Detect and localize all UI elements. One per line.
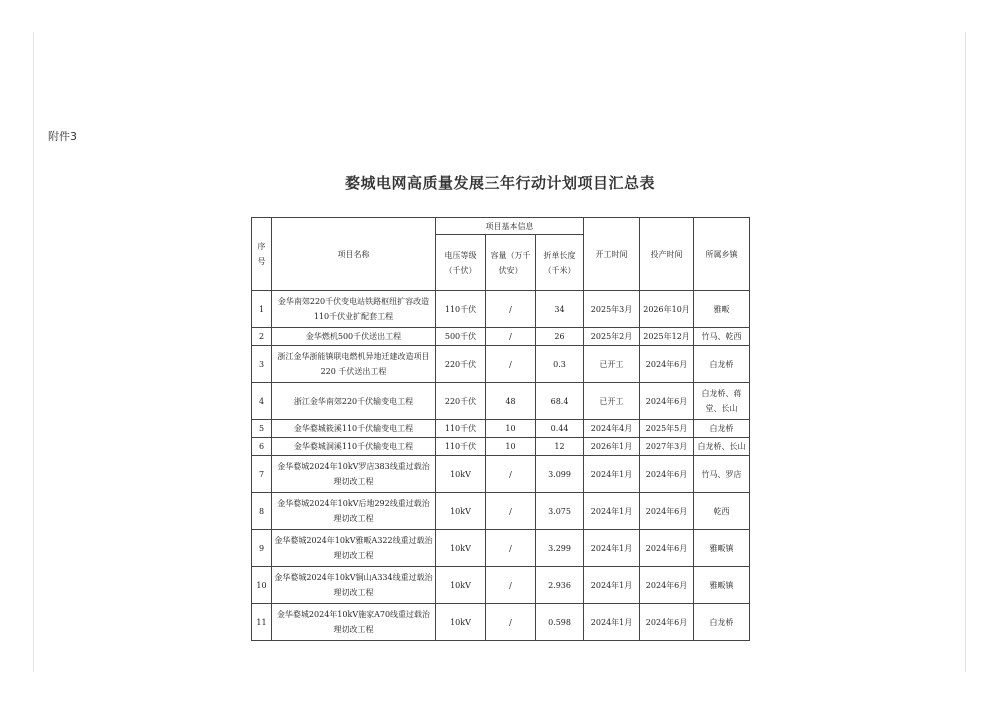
- voltage-level: 110千伏: [436, 438, 486, 456]
- town-name: 竹马、乾西: [694, 328, 750, 346]
- project-name: 金华婺城2024年10kV雅畈A322线重过载治理切改工程: [272, 530, 436, 567]
- length-value: 3.075: [536, 493, 584, 530]
- start-date: 2025年3月: [584, 291, 640, 328]
- operation-date: 2025年5月: [640, 420, 694, 438]
- row-index: 2: [252, 328, 272, 346]
- length-value: 3.299: [536, 530, 584, 567]
- voltage-level: 110千伏: [436, 291, 486, 328]
- project-name: 金华婺城2024年10kV后地292线重过载治理切改工程: [272, 493, 436, 530]
- header-voltage: 电压等级（千伏）: [436, 235, 486, 291]
- table-row: [252, 328, 750, 346]
- row-index: 6: [252, 438, 272, 456]
- voltage-level: 10kV: [436, 456, 486, 493]
- table-row: [252, 567, 750, 604]
- start-date: 2025年2月: [584, 328, 640, 346]
- town-name: 白龙桥: [694, 604, 750, 641]
- capacity-value: 10: [486, 438, 536, 456]
- header-index: 序号: [252, 218, 272, 291]
- voltage-level: 10kV: [436, 567, 486, 604]
- row-index: 11: [252, 604, 272, 641]
- project-name: 金华婺城2024年10kV铜山A334线重过载治理切改工程: [272, 567, 436, 604]
- header-group: 项目基本信息: [436, 218, 584, 235]
- operation-date: 2025年12月: [640, 328, 694, 346]
- length-value: 12: [536, 438, 584, 456]
- table-row: [252, 493, 750, 530]
- capacity-value: /: [486, 530, 536, 567]
- start-date: 2024年4月: [584, 420, 640, 438]
- page-title: 婺城电网高质量发展三年行动计划项目汇总表: [344, 174, 655, 192]
- header-operate: 投产时间: [640, 218, 694, 291]
- row-index: 3: [252, 346, 272, 383]
- operation-date: 2026年10月: [640, 291, 694, 328]
- start-date: 2024年1月: [584, 530, 640, 567]
- length-value: 68.4: [536, 383, 584, 420]
- table-row: [252, 346, 750, 383]
- project-name: 金华婺城2024年10kV罗店383线重过载治理切改工程: [272, 456, 436, 493]
- row-index: 7: [252, 456, 272, 493]
- project-name: 浙江金华浙能镇联电燃机异地迁建改造项目220 千伏送出工程: [272, 346, 436, 383]
- capacity-value: /: [486, 456, 536, 493]
- town-name: 雅畈: [694, 291, 750, 328]
- town-name: 竹马、罗店: [694, 456, 750, 493]
- table-row: [252, 456, 750, 493]
- project-name: 金华燃机500千伏送出工程: [272, 328, 436, 346]
- voltage-level: 10kV: [436, 530, 486, 567]
- capacity-value: /: [486, 604, 536, 641]
- capacity-value: /: [486, 291, 536, 328]
- row-index: 10: [252, 567, 272, 604]
- operation-date: 2024年6月: [640, 604, 694, 641]
- operation-date: 2024年6月: [640, 383, 694, 420]
- header-town: 所属乡镇: [694, 218, 750, 291]
- operation-date: 2024年6月: [640, 456, 694, 493]
- capacity-value: /: [486, 567, 536, 604]
- project-name: 金华南郊220千伏变电站铁路枢纽扩容改造110千伏业扩配套工程: [272, 291, 436, 328]
- town-name: 白龙桥、长山: [694, 438, 750, 456]
- row-index: 1: [252, 291, 272, 328]
- voltage-level: 220千伏: [436, 383, 486, 420]
- start-date: 已开工: [584, 346, 640, 383]
- capacity-value: 10: [486, 420, 536, 438]
- length-value: 26: [536, 328, 584, 346]
- start-date: 2024年1月: [584, 567, 640, 604]
- voltage-level: 110千伏: [436, 420, 486, 438]
- operation-date: 2024年6月: [640, 530, 694, 567]
- start-date: 2026年1月: [584, 438, 640, 456]
- operation-date: 2024年6月: [640, 346, 694, 383]
- project-name: 金华婺城洞溪110千伏输变电工程: [272, 438, 436, 456]
- voltage-level: 220千伏: [436, 346, 486, 383]
- start-date: 已开工: [584, 383, 640, 420]
- town-name: 白龙桥: [694, 346, 750, 383]
- town-name: 雅畈镇: [694, 530, 750, 567]
- start-date: 2024年1月: [584, 493, 640, 530]
- header-start: 开工时间: [584, 218, 640, 291]
- header-capacity: 容量（万千伏安）: [486, 235, 536, 291]
- header-length: 折单长度（千米）: [536, 235, 584, 291]
- project-summary-table: [251, 217, 750, 641]
- voltage-level: 500千伏: [436, 328, 486, 346]
- table-row: [252, 383, 750, 420]
- operation-date: 2024年6月: [640, 567, 694, 604]
- row-index: 5: [252, 420, 272, 438]
- table-row: [252, 604, 750, 641]
- project-name: 浙江金华南郊220千伏输变电工程: [272, 383, 436, 420]
- length-value: 34: [536, 291, 584, 328]
- voltage-level: 10kV: [436, 604, 486, 641]
- capacity-value: /: [486, 493, 536, 530]
- start-date: 2024年1月: [584, 456, 640, 493]
- length-value: 0.3: [536, 346, 584, 383]
- length-value: 3.099: [536, 456, 584, 493]
- project-name: 金华婺城筱溪110千伏输变电工程: [272, 420, 436, 438]
- start-date: 2024年1月: [584, 604, 640, 641]
- row-index: 9: [252, 530, 272, 567]
- town-name: 白龙桥、蒋堂、长山: [694, 383, 750, 420]
- attachment-label: 附件3: [48, 130, 77, 143]
- table-row: [252, 291, 750, 328]
- operation-date: 2024年6月: [640, 493, 694, 530]
- table-row: [252, 438, 750, 456]
- capacity-value: 48: [486, 383, 536, 420]
- capacity-value: /: [486, 346, 536, 383]
- voltage-level: 10kV: [436, 493, 486, 530]
- table-row: [252, 420, 750, 438]
- row-index: 4: [252, 383, 272, 420]
- town-name: 雅畈镇: [694, 567, 750, 604]
- length-value: 0.44: [536, 420, 584, 438]
- town-name: 白龙桥: [694, 420, 750, 438]
- header-name: 项目名称: [272, 218, 436, 291]
- table-row: [252, 530, 750, 567]
- length-value: 0.598: [536, 604, 584, 641]
- operation-date: 2027年3月: [640, 438, 694, 456]
- capacity-value: /: [486, 328, 536, 346]
- town-name: 乾西: [694, 493, 750, 530]
- table-body: [252, 291, 750, 641]
- length-value: 2.936: [536, 567, 584, 604]
- row-index: 8: [252, 493, 272, 530]
- project-name: 金华婺城2024年10kV施家A70线重过载治理切改工程: [272, 604, 436, 641]
